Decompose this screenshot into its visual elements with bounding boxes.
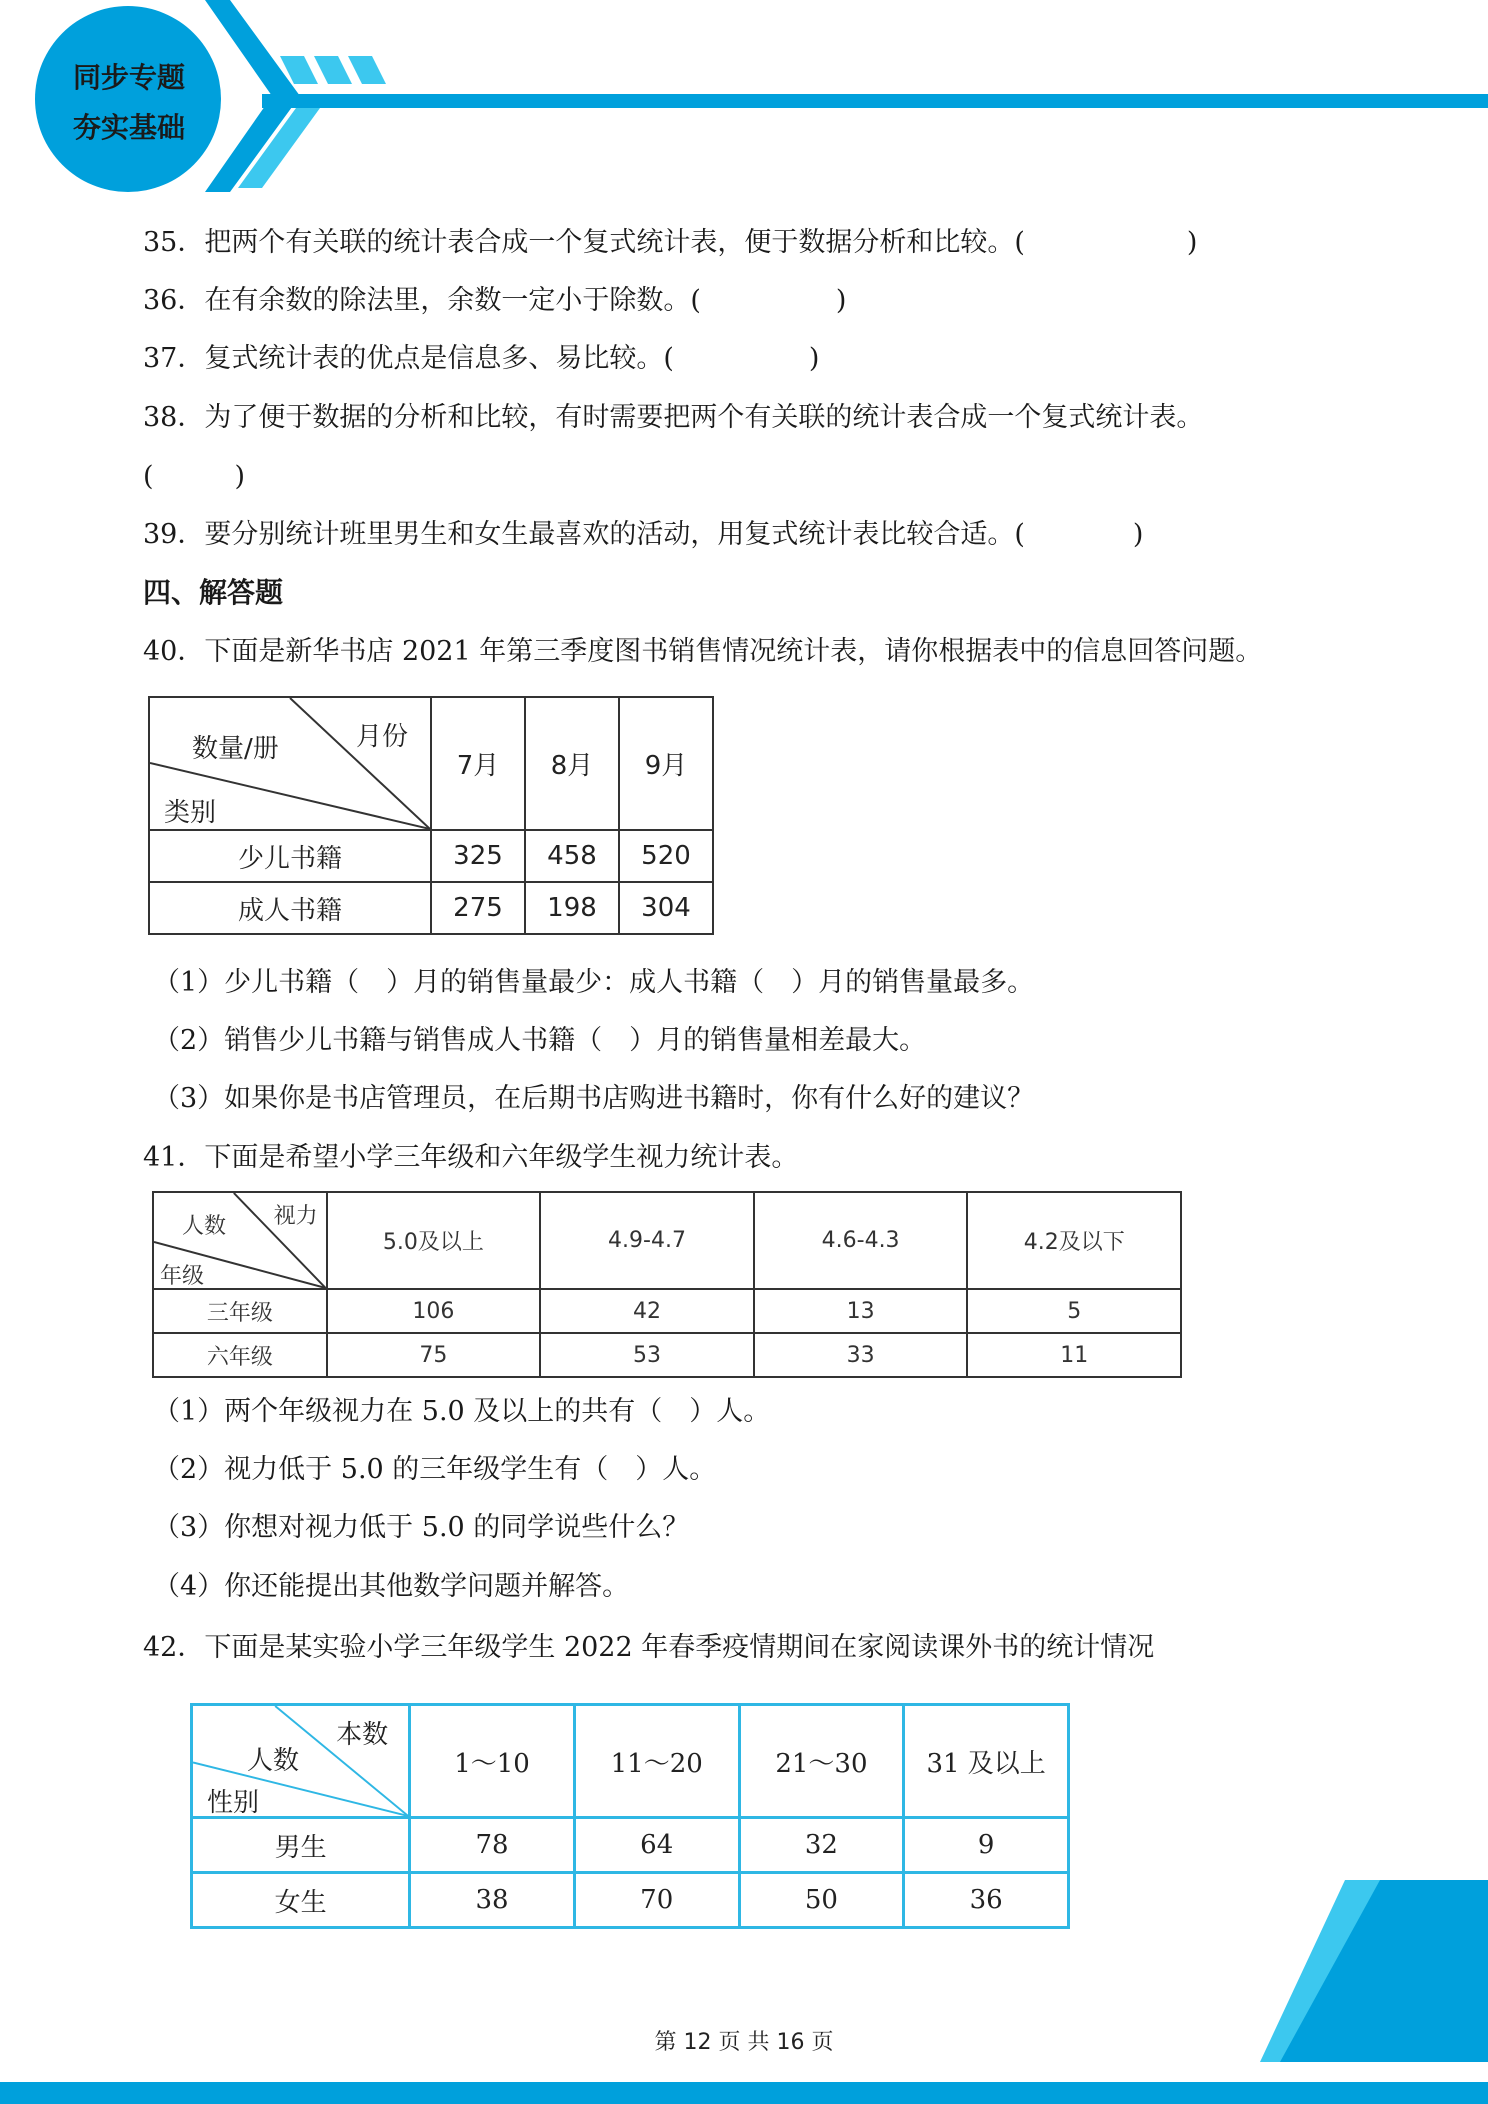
question-41-part-3: （3）你想对视力低于 5.0 的同学说些什么？ — [153, 1512, 690, 1543]
question-40-part-2: （2）销售少儿书籍与销售成人书籍（ ）月的销售量相差最大。 — [153, 1025, 927, 1056]
table-corner-header — [149, 697, 431, 830]
table-cell: 36 — [904, 1873, 1069, 1928]
column-header: 7月 — [431, 697, 525, 830]
footer-decoration — [0, 1880, 1488, 2104]
corner-label-gender: 性别 — [207, 1788, 260, 1818]
row-label: 六年级 — [153, 1333, 327, 1377]
question-41-stem: 41．下面是希望小学三年级和六年级学生视力统计表。 — [143, 1142, 799, 1173]
table-cell: 275 — [431, 882, 525, 934]
table-cell: 458 — [525, 830, 619, 882]
table-cell: 13 — [754, 1289, 968, 1333]
corner-label-vision: 视力 — [273, 1204, 318, 1229]
table-cell: 33 — [754, 1333, 968, 1377]
row-label: 女生 — [192, 1873, 410, 1928]
corner-label-quantity: 数量/册 — [192, 734, 279, 764]
badge-line-1: 同步专题 — [72, 61, 185, 94]
table-row — [149, 830, 713, 882]
header-decoration — [0, 0, 1488, 200]
question-38: 38．为了便于数据的分析和比较，有时需要把两个有关联的统计表合成一个复式统计表。 — [143, 402, 1204, 433]
table-corner-header — [192, 1705, 410, 1818]
question-36: 36．在有余数的除法里，余数一定小于除数。( ) — [143, 285, 847, 316]
question-41-part-4: （4）你还能提出其他数学问题并解答。 — [153, 1571, 630, 1602]
column-header: 4.2及以下 — [967, 1192, 1181, 1289]
question-35: 35．把两个有关联的统计表合成一个复式统计表，便于数据分析和比较。( ) — [143, 227, 1198, 258]
corner-label-people: 人数 — [247, 1746, 300, 1776]
column-header: 5.0及以上 — [327, 1192, 541, 1289]
table-cell: 520 — [619, 830, 713, 882]
table-cell: 32 — [739, 1818, 904, 1873]
column-header: 4.6-4.3 — [754, 1192, 968, 1289]
table-cell: 78 — [410, 1818, 575, 1873]
column-header: 4.9-4.7 — [540, 1192, 754, 1289]
table-cell: 38 — [410, 1873, 575, 1928]
table-row — [153, 1333, 1181, 1377]
corner-label-month: 月份 — [355, 722, 408, 752]
row-label: 成人书籍 — [149, 882, 431, 934]
table-cell: 53 — [540, 1333, 754, 1377]
corner-label-grade: 年级 — [160, 1264, 205, 1289]
question-39: 39．要分别统计班里男生和女生最喜欢的活动，用复式统计表比较合适。( ) — [143, 519, 1144, 550]
table-cell: 325 — [431, 830, 525, 882]
question-38-paren: ( ) — [143, 461, 246, 492]
table-cell: 304 — [619, 882, 713, 934]
row-label: 男生 — [192, 1818, 410, 1873]
table-row — [153, 1289, 1181, 1333]
column-header: 8月 — [525, 697, 619, 830]
row-label: 少儿书籍 — [149, 830, 431, 882]
book-sales-table — [148, 696, 714, 935]
question-42-stem: 42．下面是某实验小学三年级学生 2022 年春季疫情期间在家阅读课外书的统计情况 — [143, 1632, 1155, 1663]
badge-line-2: 夯实基础 — [72, 111, 185, 144]
question-40-part-3: （3）如果你是书店管理员，在后期书店购进书籍时，你有什么好的建议？ — [153, 1083, 1035, 1114]
column-header: 11～20 — [574, 1705, 739, 1818]
table-row — [192, 1818, 1069, 1873]
question-40-stem: 40．下面是新华书店 2021 年第三季度图书销售情况统计表，请你根据表中的信息回答问题。 — [143, 636, 1263, 667]
table-cell: 198 — [525, 882, 619, 934]
table-cell: 9 — [904, 1818, 1069, 1873]
page-number: 第 12 页 共 16 页 — [654, 2030, 834, 2055]
corner-label-category: 类别 — [164, 798, 217, 828]
column-header: 21～30 — [739, 1705, 904, 1818]
question-40-part-1: （1）少儿书籍（ ）月的销售量最少：成人书籍（ ）月的销售量最多。 — [153, 967, 1035, 998]
column-header: 1～10 — [410, 1705, 575, 1818]
table-cell: 5 — [967, 1289, 1181, 1333]
section-heading: 四、解答题 — [143, 576, 284, 609]
row-label: 三年级 — [153, 1289, 327, 1333]
table-cell: 42 — [540, 1289, 754, 1333]
question-41-part-2: （2）视力低于 5.0 的三年级学生有（ ）人。 — [153, 1454, 717, 1485]
table-cell: 106 — [327, 1289, 541, 1333]
table-cell: 11 — [967, 1333, 1181, 1377]
question-41-part-1: （1）两个年级视力在 5.0 及以上的共有（ ）人。 — [153, 1396, 771, 1427]
table-row — [149, 882, 713, 934]
table-cell: 64 — [574, 1818, 739, 1873]
vision-table — [152, 1191, 1182, 1378]
column-header: 31 及以上 — [904, 1705, 1069, 1818]
corner-label-people: 人数 — [182, 1214, 227, 1239]
corner-label-books: 本数 — [336, 1720, 389, 1750]
table-cell: 75 — [327, 1333, 541, 1377]
question-37: 37．复式统计表的优点是信息多、易比较。( ) — [143, 343, 820, 374]
table-cell: 70 — [574, 1873, 739, 1928]
table-cell: 50 — [739, 1873, 904, 1928]
column-header: 9月 — [619, 697, 713, 830]
table-corner-header — [153, 1192, 327, 1289]
